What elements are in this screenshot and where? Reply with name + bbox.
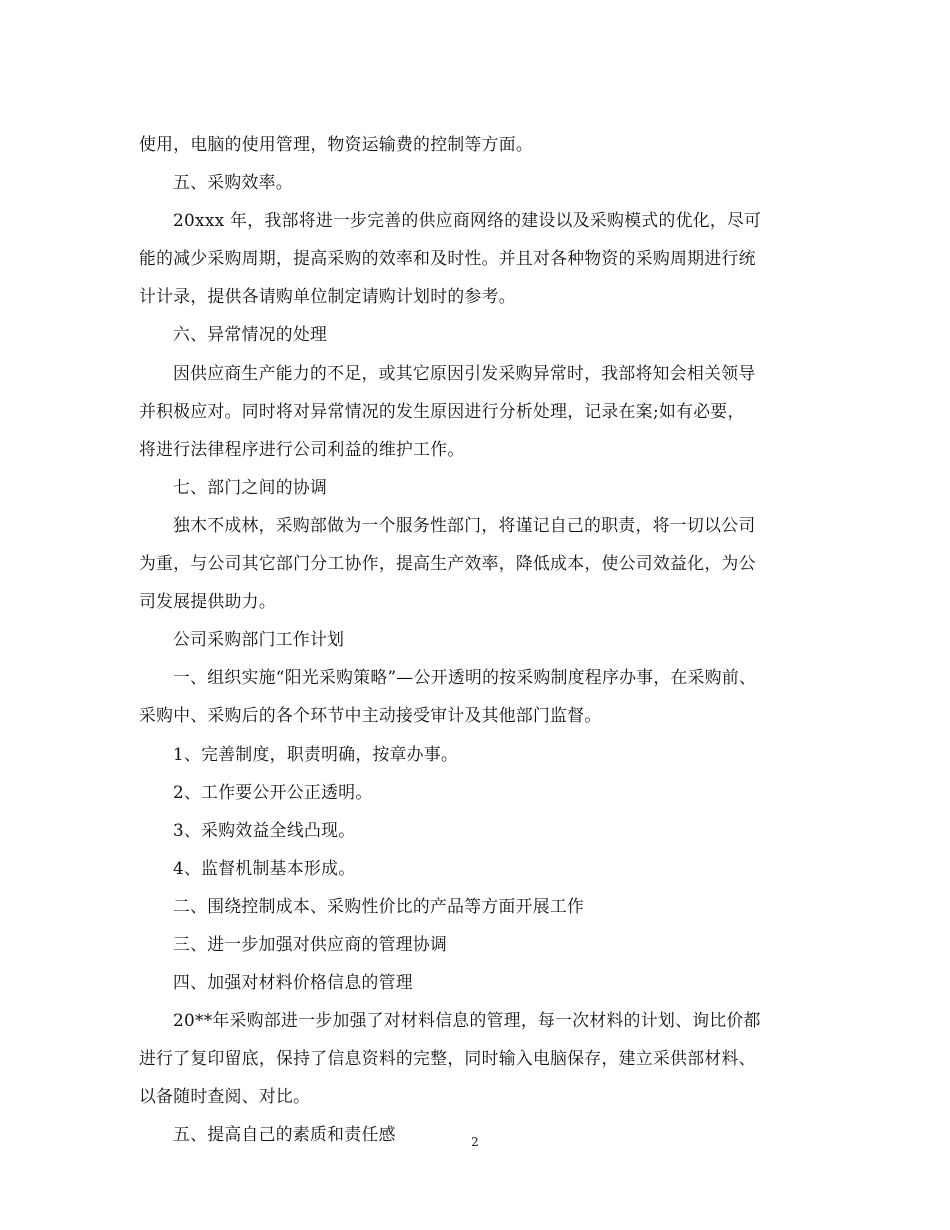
text-line: 七、部门之间的协调 <box>173 476 328 497</box>
text-line: 采购中、采购后的各个环节中主动接受审计及其他部门监督。 <box>139 705 602 726</box>
text-line: 2、工作要公开公正透明。 <box>173 781 373 802</box>
page-number: 2 <box>471 1135 479 1149</box>
text-line: 独木不成林，采购部做为一个服务性部门，将谨记自己的职责，将一切以公司 <box>173 514 756 535</box>
text-line: 进行了复印留底，保持了信息资料的完整，同时输入电脑保存，建立采供部材料、 <box>139 1048 756 1069</box>
text-line: 20**年采购部进一步加强了对材料信息的管理，每一次材料的计划、询比价都 <box>173 1010 761 1031</box>
text-line: 公司采购部门工作计划 <box>173 629 345 650</box>
text-line: 三、进一步加强对供应商的管理协调 <box>173 933 448 954</box>
text-line: 二、围绕控制成本、采购性价比的产品等方面开展工作 <box>173 895 585 916</box>
text-line: 五、采购效率。 <box>173 172 293 193</box>
document-body <box>139 126 815 1155</box>
text-line: 1、完善制度，职责明确，按章办事。 <box>173 743 459 764</box>
text-line: 六、异常情况的处理 <box>173 324 328 345</box>
text-line: 因供应商生产能力的不足，或其它原因引发采购异常时，我部将知会相关领导 <box>173 362 756 383</box>
text-line: 司发展提供助力。 <box>139 591 277 612</box>
text-line: 五、提高自己的素质和责任感 <box>173 1124 396 1145</box>
text-line: 将进行法律程序进行公司利益的维护工作。 <box>139 438 465 459</box>
text-line: 并积极应对。同时将对异常情况的发生原因进行分析处理，记录在案;如有必要， <box>139 400 745 421</box>
text-line: 计计录，提供各请购单位制定请购计划时的参考。 <box>139 286 516 307</box>
text-line: 一、组织实施“阳光采购策略”—公开透明的按采购制度程序办事，在采购前、 <box>173 667 757 688</box>
text-line: 使用，电脑的使用管理，物资运输费的控制等方面。 <box>139 134 534 154</box>
text-line: 能的减少采购周期，提高采购的效率和及时性。并且对各种物资的采购周期进行统 <box>139 248 756 269</box>
text-line: 为重，与公司其它部门分工协作，提高生产效率，降低成本，使公司效益化，为公 <box>139 553 756 574</box>
text-line: 四、加强对材料价格信息的管理 <box>173 972 413 993</box>
text-line: 4、监督机制基本形成。 <box>173 857 356 878</box>
text-line: 3、采购效益全线凸现。 <box>173 819 356 840</box>
text-line: 以备随时查阅、对比。 <box>139 1086 311 1107</box>
text-line: 20xxx 年，我部将进一步完善的供应商网络的建设以及采购模式的优化，尽可 <box>173 210 762 231</box>
